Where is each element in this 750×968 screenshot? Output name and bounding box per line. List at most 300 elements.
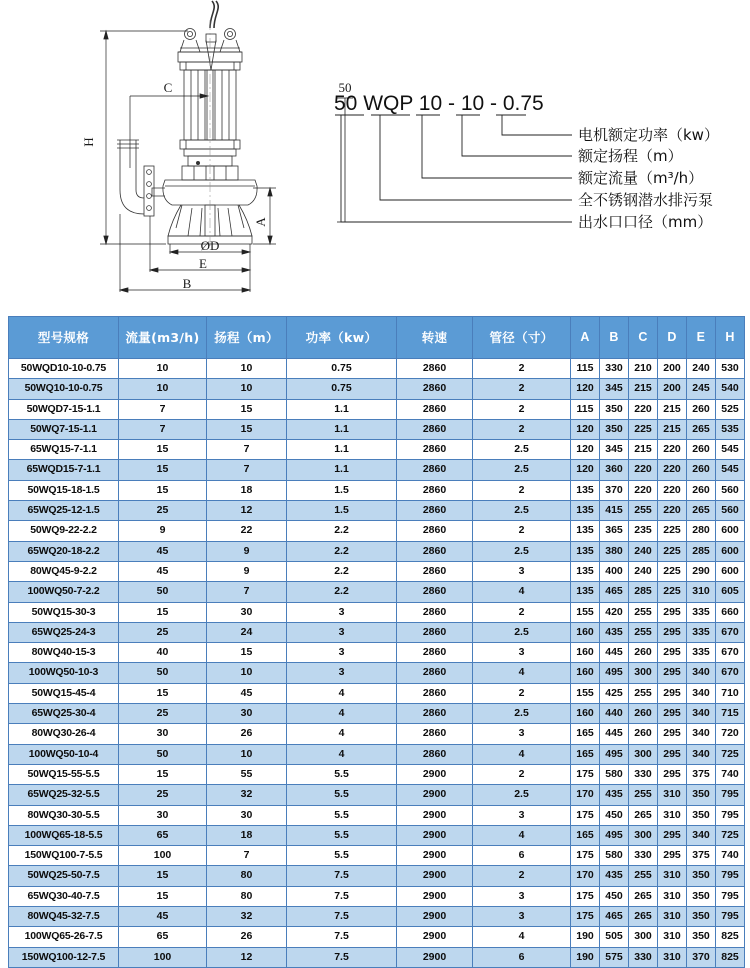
cell-功率（kw）: 4 <box>287 704 397 724</box>
cell-A: 165 <box>571 825 600 845</box>
cell-E: 245 <box>687 379 716 399</box>
cell-B: 440 <box>600 704 629 724</box>
cell-转速: 2900 <box>397 805 473 825</box>
cell-model: 150WQ100-12-7.5 <box>9 947 119 967</box>
cell-扬程（m）: 26 <box>207 724 287 744</box>
cell-管径（寸）: 3 <box>473 886 571 906</box>
pump-specification-table <box>8 316 745 968</box>
table-row <box>9 927 745 947</box>
cell-E: 260 <box>687 480 716 500</box>
cell-管径（寸）: 2.5 <box>473 622 571 642</box>
cell-D: 310 <box>658 866 687 886</box>
cell-B: 505 <box>600 927 629 947</box>
cell-model: 150WQ100-7-5.5 <box>9 846 119 866</box>
cell-C: 300 <box>629 927 658 947</box>
table-header-row <box>9 317 745 359</box>
table-row <box>9 561 745 581</box>
cell-扬程（m）: 80 <box>207 886 287 906</box>
table-row <box>9 724 745 744</box>
cell-B: 360 <box>600 460 629 480</box>
cell-扬程（m）: 7 <box>207 846 287 866</box>
cell-model: 50WQD7-15-1.1 <box>9 399 119 419</box>
cell-H: 545 <box>716 460 745 480</box>
callout-outlet-diameter: 出水口口径（mm） <box>578 213 713 231</box>
cell-C: 220 <box>629 399 658 419</box>
scale-marker-label: 50 <box>338 80 352 95</box>
cell-C: 235 <box>629 521 658 541</box>
cell-model: 65WQ25-30-4 <box>9 704 119 724</box>
cell-E: 265 <box>687 419 716 439</box>
cell-A: 170 <box>571 866 600 886</box>
cell-转速: 2860 <box>397 541 473 561</box>
cell-功率（kw）: 2.2 <box>287 541 397 561</box>
cell-管径（寸）: 4 <box>473 582 571 602</box>
cell-D: 310 <box>658 907 687 927</box>
cell-E: 280 <box>687 521 716 541</box>
cell-model: 65WQ25-12-1.5 <box>9 501 119 521</box>
cell-转速: 2860 <box>397 521 473 541</box>
model-nomenclature-diagram <box>330 82 750 252</box>
table-row <box>9 480 745 500</box>
cell-流量(m3/h): 50 <box>119 663 207 683</box>
table-row <box>9 663 745 683</box>
cell-E: 350 <box>687 805 716 825</box>
cell-model: 50WQ9-22-2.2 <box>9 521 119 541</box>
cell-B: 345 <box>600 440 629 460</box>
cell-E: 340 <box>687 663 716 683</box>
cell-转速: 2900 <box>397 947 473 967</box>
cell-流量(m3/h): 15 <box>119 866 207 886</box>
cell-B: 350 <box>600 419 629 439</box>
cell-model: 80WQ45-9-2.2 <box>9 561 119 581</box>
cell-E: 340 <box>687 704 716 724</box>
cell-H: 795 <box>716 907 745 927</box>
cell-D: 295 <box>658 602 687 622</box>
cell-B: 465 <box>600 582 629 602</box>
cell-管径（寸）: 3 <box>473 724 571 744</box>
cell-E: 335 <box>687 643 716 663</box>
cell-model: 50WQD10-10-0.75 <box>9 359 119 379</box>
cell-A: 160 <box>571 622 600 642</box>
cell-功率（kw）: 5.5 <box>287 785 397 805</box>
callout-rated-head: 额定扬程（m） <box>578 147 683 165</box>
cell-扬程（m）: 80 <box>207 866 287 886</box>
cell-功率（kw）: 5.5 <box>287 825 397 845</box>
model-code-string: 50 WQP 10 - 10 - 0.75 <box>334 92 544 115</box>
dim-label-a: A <box>253 217 268 227</box>
cell-流量(m3/h): 15 <box>119 440 207 460</box>
cell-H: 740 <box>716 846 745 866</box>
cell-转速: 2860 <box>397 359 473 379</box>
illustration-area <box>0 0 750 310</box>
table-row <box>9 785 745 805</box>
cell-C: 260 <box>629 704 658 724</box>
cell-A: 175 <box>571 846 600 866</box>
cell-管径（寸）: 4 <box>473 663 571 683</box>
callout-motor-power: 电机额定功率（kw） <box>578 126 719 144</box>
cell-B: 400 <box>600 561 629 581</box>
cell-H: 530 <box>716 359 745 379</box>
cell-A: 135 <box>571 501 600 521</box>
cell-H: 795 <box>716 805 745 825</box>
cell-model: 50WQ15-45-4 <box>9 683 119 703</box>
cell-功率（kw）: 7.5 <box>287 927 397 947</box>
cell-C: 220 <box>629 480 658 500</box>
table-row <box>9 602 745 622</box>
cell-B: 435 <box>600 785 629 805</box>
cell-D: 310 <box>658 927 687 947</box>
cell-A: 115 <box>571 359 600 379</box>
dim-label-b: B <box>182 276 192 291</box>
cell-扬程（m）: 7 <box>207 460 287 480</box>
cell-C: 255 <box>629 785 658 805</box>
cell-A: 160 <box>571 704 600 724</box>
cell-扬程（m）: 12 <box>207 947 287 967</box>
cell-E: 265 <box>687 501 716 521</box>
cell-功率（kw）: 3 <box>287 622 397 642</box>
cell-E: 260 <box>687 399 716 419</box>
cell-A: 135 <box>571 541 600 561</box>
cell-C: 265 <box>629 886 658 906</box>
cell-转速: 2860 <box>397 379 473 399</box>
cell-H: 670 <box>716 663 745 683</box>
cell-转速: 2900 <box>397 846 473 866</box>
cell-功率（kw）: 1.1 <box>287 440 397 460</box>
cell-功率（kw）: 1.5 <box>287 501 397 521</box>
cell-扬程（m）: 15 <box>207 399 287 419</box>
cell-流量(m3/h): 15 <box>119 460 207 480</box>
dim-label-h: H <box>81 137 96 147</box>
cell-管径（寸）: 4 <box>473 825 571 845</box>
cell-A: 135 <box>571 561 600 581</box>
table-header-cell-8: C <box>629 317 658 359</box>
cell-D: 295 <box>658 643 687 663</box>
cell-H: 725 <box>716 744 745 764</box>
cell-A: 135 <box>571 582 600 602</box>
cell-C: 330 <box>629 947 658 967</box>
cell-C: 220 <box>629 460 658 480</box>
cell-转速: 2900 <box>397 866 473 886</box>
cell-管径（寸）: 2.5 <box>473 501 571 521</box>
table-row <box>9 825 745 845</box>
cell-E: 375 <box>687 846 716 866</box>
cell-扬程（m）: 10 <box>207 359 287 379</box>
pump-outline-drawing <box>60 0 360 305</box>
cell-E: 335 <box>687 622 716 642</box>
cell-扬程（m）: 18 <box>207 825 287 845</box>
cell-E: 370 <box>687 947 716 967</box>
callout-rated-flow: 额定流量（m³/h） <box>578 169 704 187</box>
table-row <box>9 866 745 886</box>
table-row <box>9 460 745 480</box>
cell-扬程（m）: 9 <box>207 561 287 581</box>
cell-D: 225 <box>658 541 687 561</box>
cell-B: 365 <box>600 521 629 541</box>
cell-C: 285 <box>629 582 658 602</box>
cell-扬程（m）: 30 <box>207 704 287 724</box>
cell-转速: 2860 <box>397 744 473 764</box>
cell-H: 725 <box>716 825 745 845</box>
cell-转速: 2860 <box>397 643 473 663</box>
callout-pump-type: 全不锈钢潜水排污泵 <box>578 191 714 209</box>
cell-model: 100WQ65-18-5.5 <box>9 825 119 845</box>
cell-功率（kw）: 4 <box>287 683 397 703</box>
cell-扬程（m）: 15 <box>207 643 287 663</box>
cell-model: 50WQ15-55-5.5 <box>9 764 119 784</box>
cell-功率（kw）: 2.2 <box>287 561 397 581</box>
cell-H: 525 <box>716 399 745 419</box>
cell-A: 170 <box>571 785 600 805</box>
cell-model: 100WQ50-10-4 <box>9 744 119 764</box>
cell-扬程（m）: 32 <box>207 907 287 927</box>
table-row <box>9 744 745 764</box>
cell-功率（kw）: 4 <box>287 744 397 764</box>
cell-扬程（m）: 7 <box>207 440 287 460</box>
cell-B: 420 <box>600 602 629 622</box>
table-row <box>9 379 745 399</box>
cell-E: 310 <box>687 582 716 602</box>
cell-B: 330 <box>600 359 629 379</box>
cell-E: 340 <box>687 724 716 744</box>
cell-model: 50WQ10-10-0.75 <box>9 379 119 399</box>
cell-管径（寸）: 2.5 <box>473 704 571 724</box>
table-row <box>9 846 745 866</box>
cell-管径（寸）: 2 <box>473 359 571 379</box>
cell-H: 715 <box>716 704 745 724</box>
cell-功率（kw）: 1.5 <box>287 480 397 500</box>
table-row <box>9 541 745 561</box>
cell-model: 65WQ25-32-5.5 <box>9 785 119 805</box>
cell-H: 740 <box>716 764 745 784</box>
cell-流量(m3/h): 40 <box>119 643 207 663</box>
cell-model: 65WQ15-7-1.1 <box>9 440 119 460</box>
cell-E: 240 <box>687 359 716 379</box>
cell-E: 350 <box>687 927 716 947</box>
cell-D: 225 <box>658 561 687 581</box>
cell-A: 155 <box>571 683 600 703</box>
cell-H: 600 <box>716 521 745 541</box>
cell-功率（kw）: 0.75 <box>287 359 397 379</box>
cell-D: 295 <box>658 622 687 642</box>
cell-D: 310 <box>658 785 687 805</box>
cell-扬程（m）: 10 <box>207 663 287 683</box>
cell-E: 350 <box>687 886 716 906</box>
cell-管径（寸）: 4 <box>473 927 571 947</box>
cell-H: 560 <box>716 480 745 500</box>
cell-E: 290 <box>687 561 716 581</box>
cell-model: 65WQD15-7-1.1 <box>9 460 119 480</box>
cell-A: 190 <box>571 947 600 967</box>
cell-H: 560 <box>716 501 745 521</box>
cell-流量(m3/h): 50 <box>119 744 207 764</box>
cell-A: 135 <box>571 521 600 541</box>
cell-流量(m3/h): 45 <box>119 561 207 581</box>
cell-功率（kw）: 4 <box>287 724 397 744</box>
cell-管径（寸）: 3 <box>473 907 571 927</box>
cell-B: 435 <box>600 622 629 642</box>
cell-功率（kw）: 5.5 <box>287 805 397 825</box>
table-body <box>9 359 745 968</box>
cell-H: 825 <box>716 947 745 967</box>
cell-管径（寸）: 2 <box>473 683 571 703</box>
cell-C: 300 <box>629 825 658 845</box>
cell-转速: 2860 <box>397 724 473 744</box>
cell-流量(m3/h): 45 <box>119 541 207 561</box>
cell-D: 200 <box>658 379 687 399</box>
cell-D: 295 <box>658 825 687 845</box>
cell-流量(m3/h): 30 <box>119 805 207 825</box>
cell-C: 265 <box>629 805 658 825</box>
cell-D: 295 <box>658 704 687 724</box>
cell-流量(m3/h): 25 <box>119 622 207 642</box>
cell-A: 165 <box>571 744 600 764</box>
cell-D: 220 <box>658 460 687 480</box>
cell-C: 265 <box>629 907 658 927</box>
table-header-cell-11: H <box>716 317 745 359</box>
cell-C: 240 <box>629 541 658 561</box>
cell-功率（kw）: 5.5 <box>287 764 397 784</box>
table-header-cell-5: 管径（寸） <box>473 317 571 359</box>
cell-B: 425 <box>600 683 629 703</box>
cell-C: 260 <box>629 724 658 744</box>
cell-C: 255 <box>629 602 658 622</box>
cell-C: 225 <box>629 419 658 439</box>
cell-E: 375 <box>687 764 716 784</box>
cell-D: 310 <box>658 805 687 825</box>
cell-model: 100WQ65-26-7.5 <box>9 927 119 947</box>
cell-H: 600 <box>716 561 745 581</box>
cell-E: 350 <box>687 866 716 886</box>
cell-D: 220 <box>658 440 687 460</box>
cell-C: 260 <box>629 643 658 663</box>
table-row <box>9 907 745 927</box>
cell-model: 80WQ30-26-4 <box>9 724 119 744</box>
cell-H: 545 <box>716 440 745 460</box>
cell-功率（kw）: 1.1 <box>287 460 397 480</box>
cell-转速: 2900 <box>397 764 473 784</box>
cell-扬程（m）: 45 <box>207 683 287 703</box>
cell-转速: 2900 <box>397 927 473 947</box>
cell-功率（kw）: 3 <box>287 663 397 683</box>
cell-管径（寸）: 2.5 <box>473 785 571 805</box>
cell-E: 335 <box>687 602 716 622</box>
dim-label-e: E <box>199 256 207 271</box>
cell-功率（kw）: 5.5 <box>287 846 397 866</box>
cell-B: 580 <box>600 846 629 866</box>
cell-A: 175 <box>571 805 600 825</box>
cell-D: 295 <box>658 683 687 703</box>
cell-C: 300 <box>629 663 658 683</box>
table-row <box>9 521 745 541</box>
dim-label-c: C <box>163 80 173 95</box>
cell-A: 175 <box>571 886 600 906</box>
cell-流量(m3/h): 100 <box>119 846 207 866</box>
table-header-cell-0: 型号规格 <box>9 317 119 359</box>
table-header-cell-1: 流量(m3/h) <box>119 317 207 359</box>
cell-转速: 2860 <box>397 399 473 419</box>
cell-流量(m3/h): 15 <box>119 683 207 703</box>
cell-H: 825 <box>716 927 745 947</box>
cell-流量(m3/h): 100 <box>119 947 207 967</box>
cell-转速: 2860 <box>397 460 473 480</box>
cell-B: 575 <box>600 947 629 967</box>
cell-H: 600 <box>716 541 745 561</box>
cell-B: 350 <box>600 399 629 419</box>
cell-C: 210 <box>629 359 658 379</box>
cell-H: 535 <box>716 419 745 439</box>
cell-管径（寸）: 2 <box>473 480 571 500</box>
cell-D: 295 <box>658 764 687 784</box>
table-row <box>9 643 745 663</box>
table-header-cell-7: B <box>600 317 629 359</box>
cell-转速: 2860 <box>397 480 473 500</box>
cell-功率（kw）: 3 <box>287 602 397 622</box>
cell-A: 175 <box>571 764 600 784</box>
cell-扬程（m）: 10 <box>207 379 287 399</box>
cell-流量(m3/h): 10 <box>119 359 207 379</box>
cell-管径（寸）: 2 <box>473 379 571 399</box>
table-row <box>9 622 745 642</box>
cell-B: 450 <box>600 886 629 906</box>
table-row <box>9 501 745 521</box>
cell-C: 215 <box>629 440 658 460</box>
cell-A: 190 <box>571 927 600 947</box>
cell-扬程（m）: 22 <box>207 521 287 541</box>
cell-流量(m3/h): 30 <box>119 724 207 744</box>
cell-流量(m3/h): 25 <box>119 501 207 521</box>
cell-转速: 2860 <box>397 622 473 642</box>
cell-转速: 2860 <box>397 602 473 622</box>
cell-功率（kw）: 7.5 <box>287 907 397 927</box>
cell-流量(m3/h): 15 <box>119 602 207 622</box>
cell-A: 120 <box>571 460 600 480</box>
cell-A: 115 <box>571 399 600 419</box>
cell-D: 295 <box>658 744 687 764</box>
cell-B: 345 <box>600 379 629 399</box>
cell-转速: 2900 <box>397 886 473 906</box>
cell-D: 310 <box>658 886 687 906</box>
cell-D: 295 <box>658 724 687 744</box>
specification-table-container <box>8 316 742 968</box>
table-row <box>9 359 745 379</box>
table-header-cell-9: D <box>658 317 687 359</box>
cell-转速: 2900 <box>397 907 473 927</box>
cell-管径（寸）: 3 <box>473 643 571 663</box>
table-row <box>9 440 745 460</box>
cell-管径（寸）: 3 <box>473 561 571 581</box>
cell-C: 255 <box>629 866 658 886</box>
cell-转速: 2860 <box>397 704 473 724</box>
cell-转速: 2860 <box>397 663 473 683</box>
cell-转速: 2860 <box>397 561 473 581</box>
cell-功率（kw）: 3 <box>287 643 397 663</box>
cell-model: 65WQ30-40-7.5 <box>9 886 119 906</box>
cell-model: 100WQ50-10-3 <box>9 663 119 683</box>
cell-H: 710 <box>716 683 745 703</box>
cell-流量(m3/h): 45 <box>119 907 207 927</box>
cell-扬程（m）: 30 <box>207 602 287 622</box>
cell-A: 165 <box>571 724 600 744</box>
cell-A: 120 <box>571 419 600 439</box>
cell-转速: 2900 <box>397 825 473 845</box>
cell-E: 340 <box>687 744 716 764</box>
cell-E: 285 <box>687 541 716 561</box>
cell-model: 80WQ45-32-7.5 <box>9 907 119 927</box>
cell-D: 215 <box>658 419 687 439</box>
cell-扬程（m）: 12 <box>207 501 287 521</box>
cell-model: 50WQ7-15-1.1 <box>9 419 119 439</box>
cell-扬程（m）: 15 <box>207 419 287 439</box>
